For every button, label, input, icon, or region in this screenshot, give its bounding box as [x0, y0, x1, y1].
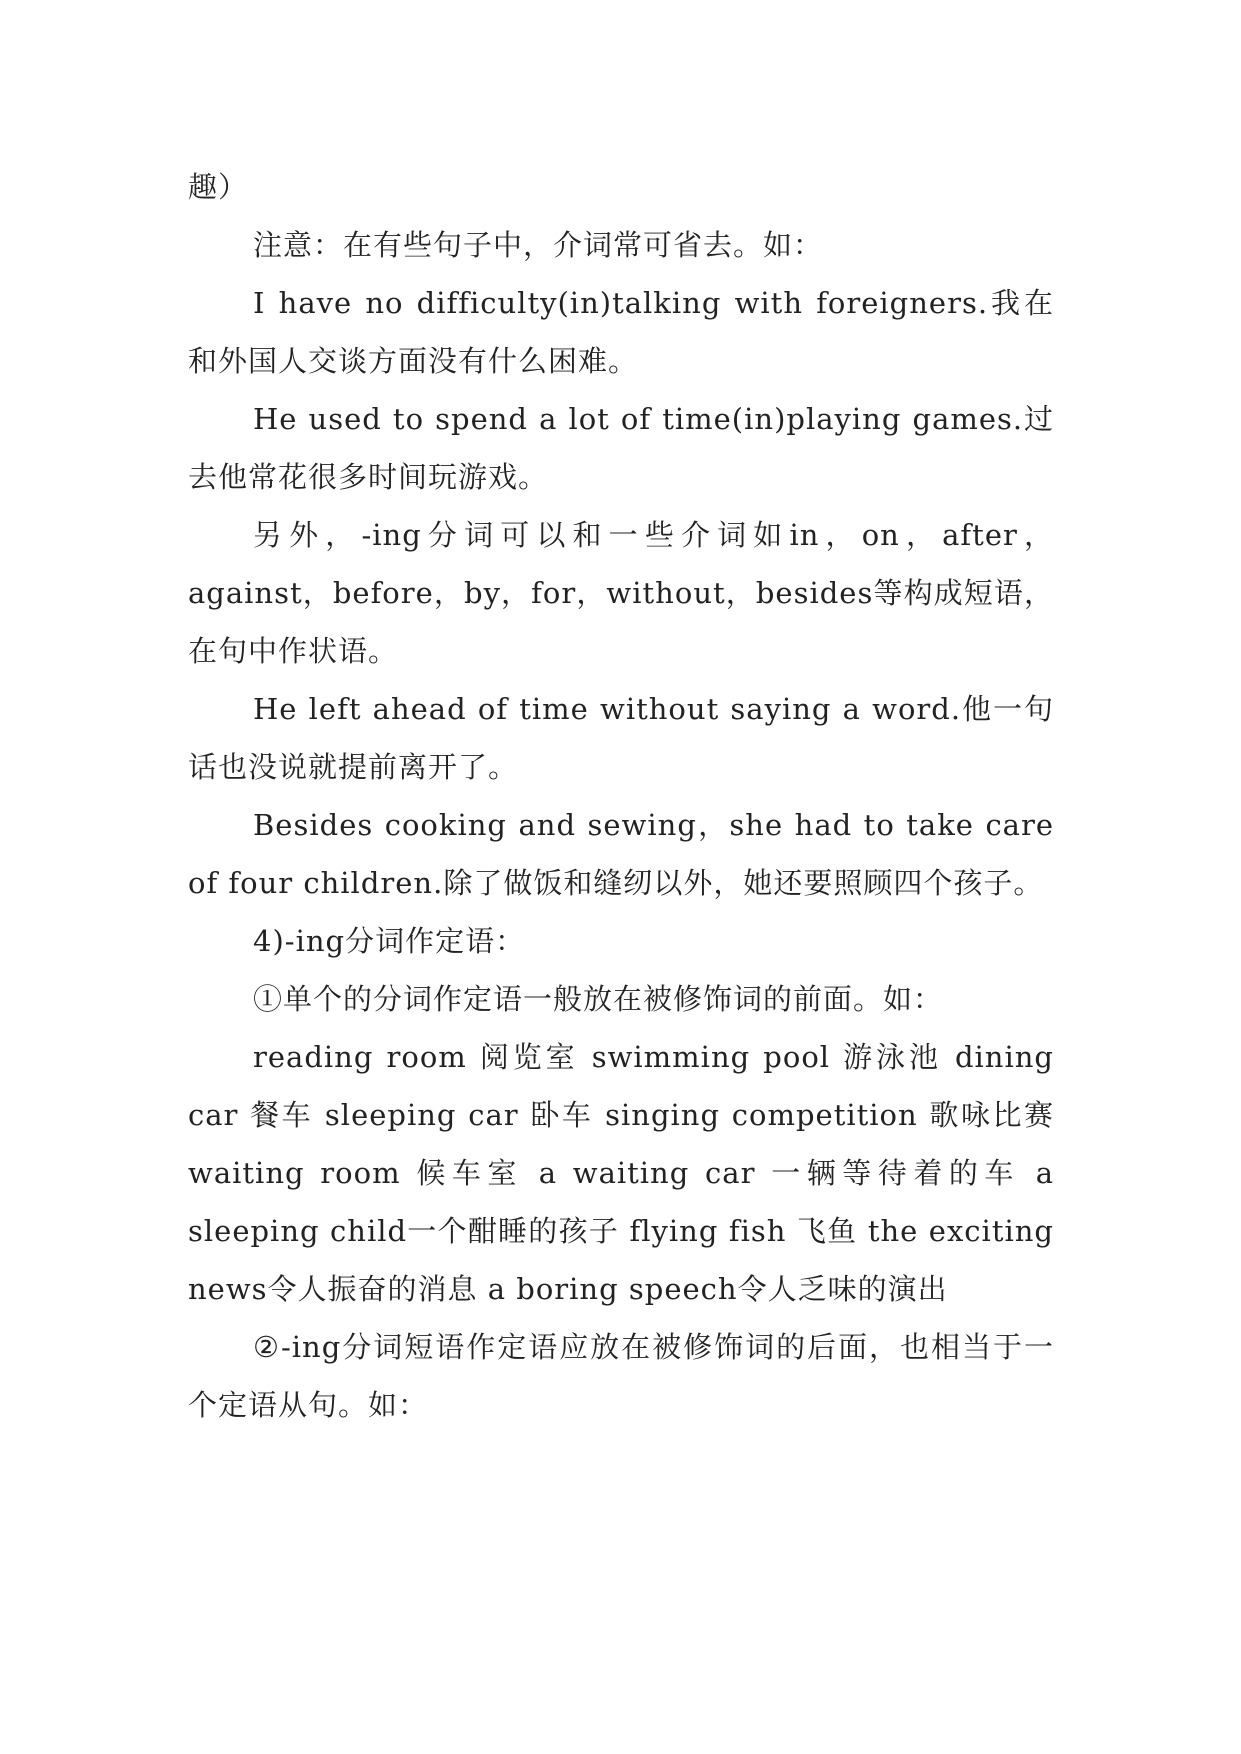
paragraph-continuation: 趣）	[188, 170, 249, 204]
paragraph-example-1: I have no difficulty(in)talking with foreigners.我在和外国人交谈方面没有什么困难。	[188, 286, 1054, 378]
paragraph-word-examples: reading room 阅览室 swimming pool 游泳池 dining car 餐车 sleeping car 卧车 singing competition 歌咏比赛 waiting room 候车室 a waiting car 一辆等待着的车 a sleeping child一个酣睡的孩子 flying fish 飞鱼 the exciting news令人振奋的消息 a boring speech令人乏味的演出	[188, 1040, 1054, 1306]
rule-1: ①单个的分词作定语一般放在被修饰词的前面。如：	[253, 982, 944, 1016]
paragraph-prepositions: 另外，-ing分词可以和一些介词如in，on，after，against，before，by，for，without，besides等构成短语，在句中作状语。	[188, 518, 1054, 668]
paragraph-example-4: Besides cooking and sewing，she had to take care of four children.除了做饭和缝纫以外，她还要照顾四个孩子。	[188, 808, 1054, 900]
paragraph-example-2: He used to spend a lot of time(in)playing games.过去他常花很多时间玩游戏。	[188, 402, 1054, 494]
body-text	[188, 158, 1054, 1434]
section-heading-attributive: 4)-ing分词作定语：	[253, 924, 526, 958]
rule-2: ②-ing分词短语作定语应放在被修饰词的后面，也相当于一个定语从句。如：	[188, 1330, 1054, 1422]
paragraph-example-3: He left ahead of time without saying a word.他一句话也没说就提前离开了。	[188, 692, 1054, 784]
paragraph-note: 注意：在有些句子中，介词常可省去。如：	[253, 228, 824, 262]
